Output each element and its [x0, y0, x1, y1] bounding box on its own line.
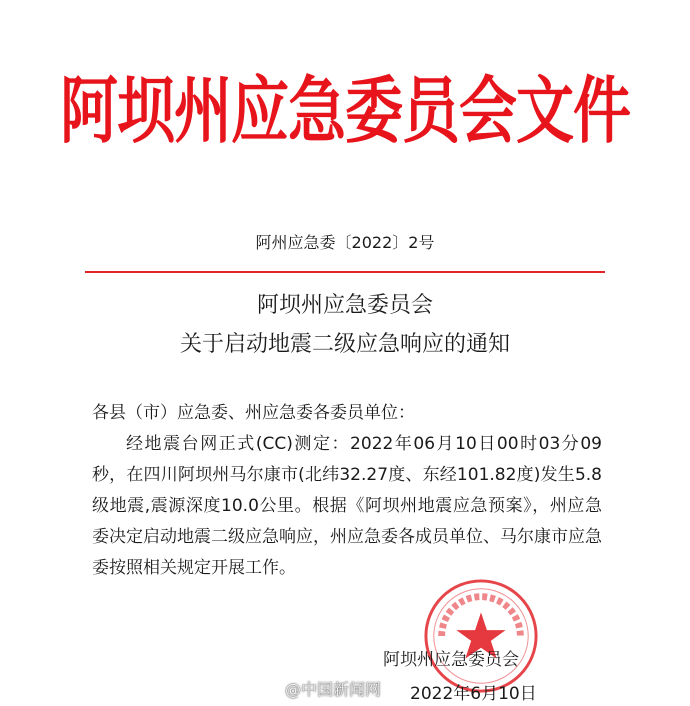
watermark: @中国新闻网	[285, 680, 382, 699]
addressee: 各县（市）应急委、州应急委各委员单位：	[92, 403, 415, 423]
document-number: 阿州应急委〔2022〕2号	[255, 233, 435, 252]
signature-date: 2022年6月10日	[410, 684, 537, 704]
document-title: 阿坝州应急委员会文件	[59, 68, 630, 154]
notice-body	[92, 398, 602, 584]
red-divider	[85, 271, 605, 273]
signature-org: 阿坝州应急委员会	[383, 650, 519, 670]
notice-title: 关于启动地震二级应急响应的通知	[179, 332, 510, 357]
body-paragraph: 经地震台网正式(CC)测定：2022年06月10日00时03分09秒，在四川阿坝州马尔康市(北纬32.27度、东经101.82度)发生5.8级地震,震源深度10.0公里。根据《阿坝州地震应急预案》，州应急委决定启动地震二级应急响应，州应急委各成员单位、马尔康市应急委按照相关规定开展工作。	[92, 434, 602, 578]
notice-issuer: 阿坝州应急委员会	[256, 293, 433, 318]
official-seal-icon	[422, 577, 540, 695]
